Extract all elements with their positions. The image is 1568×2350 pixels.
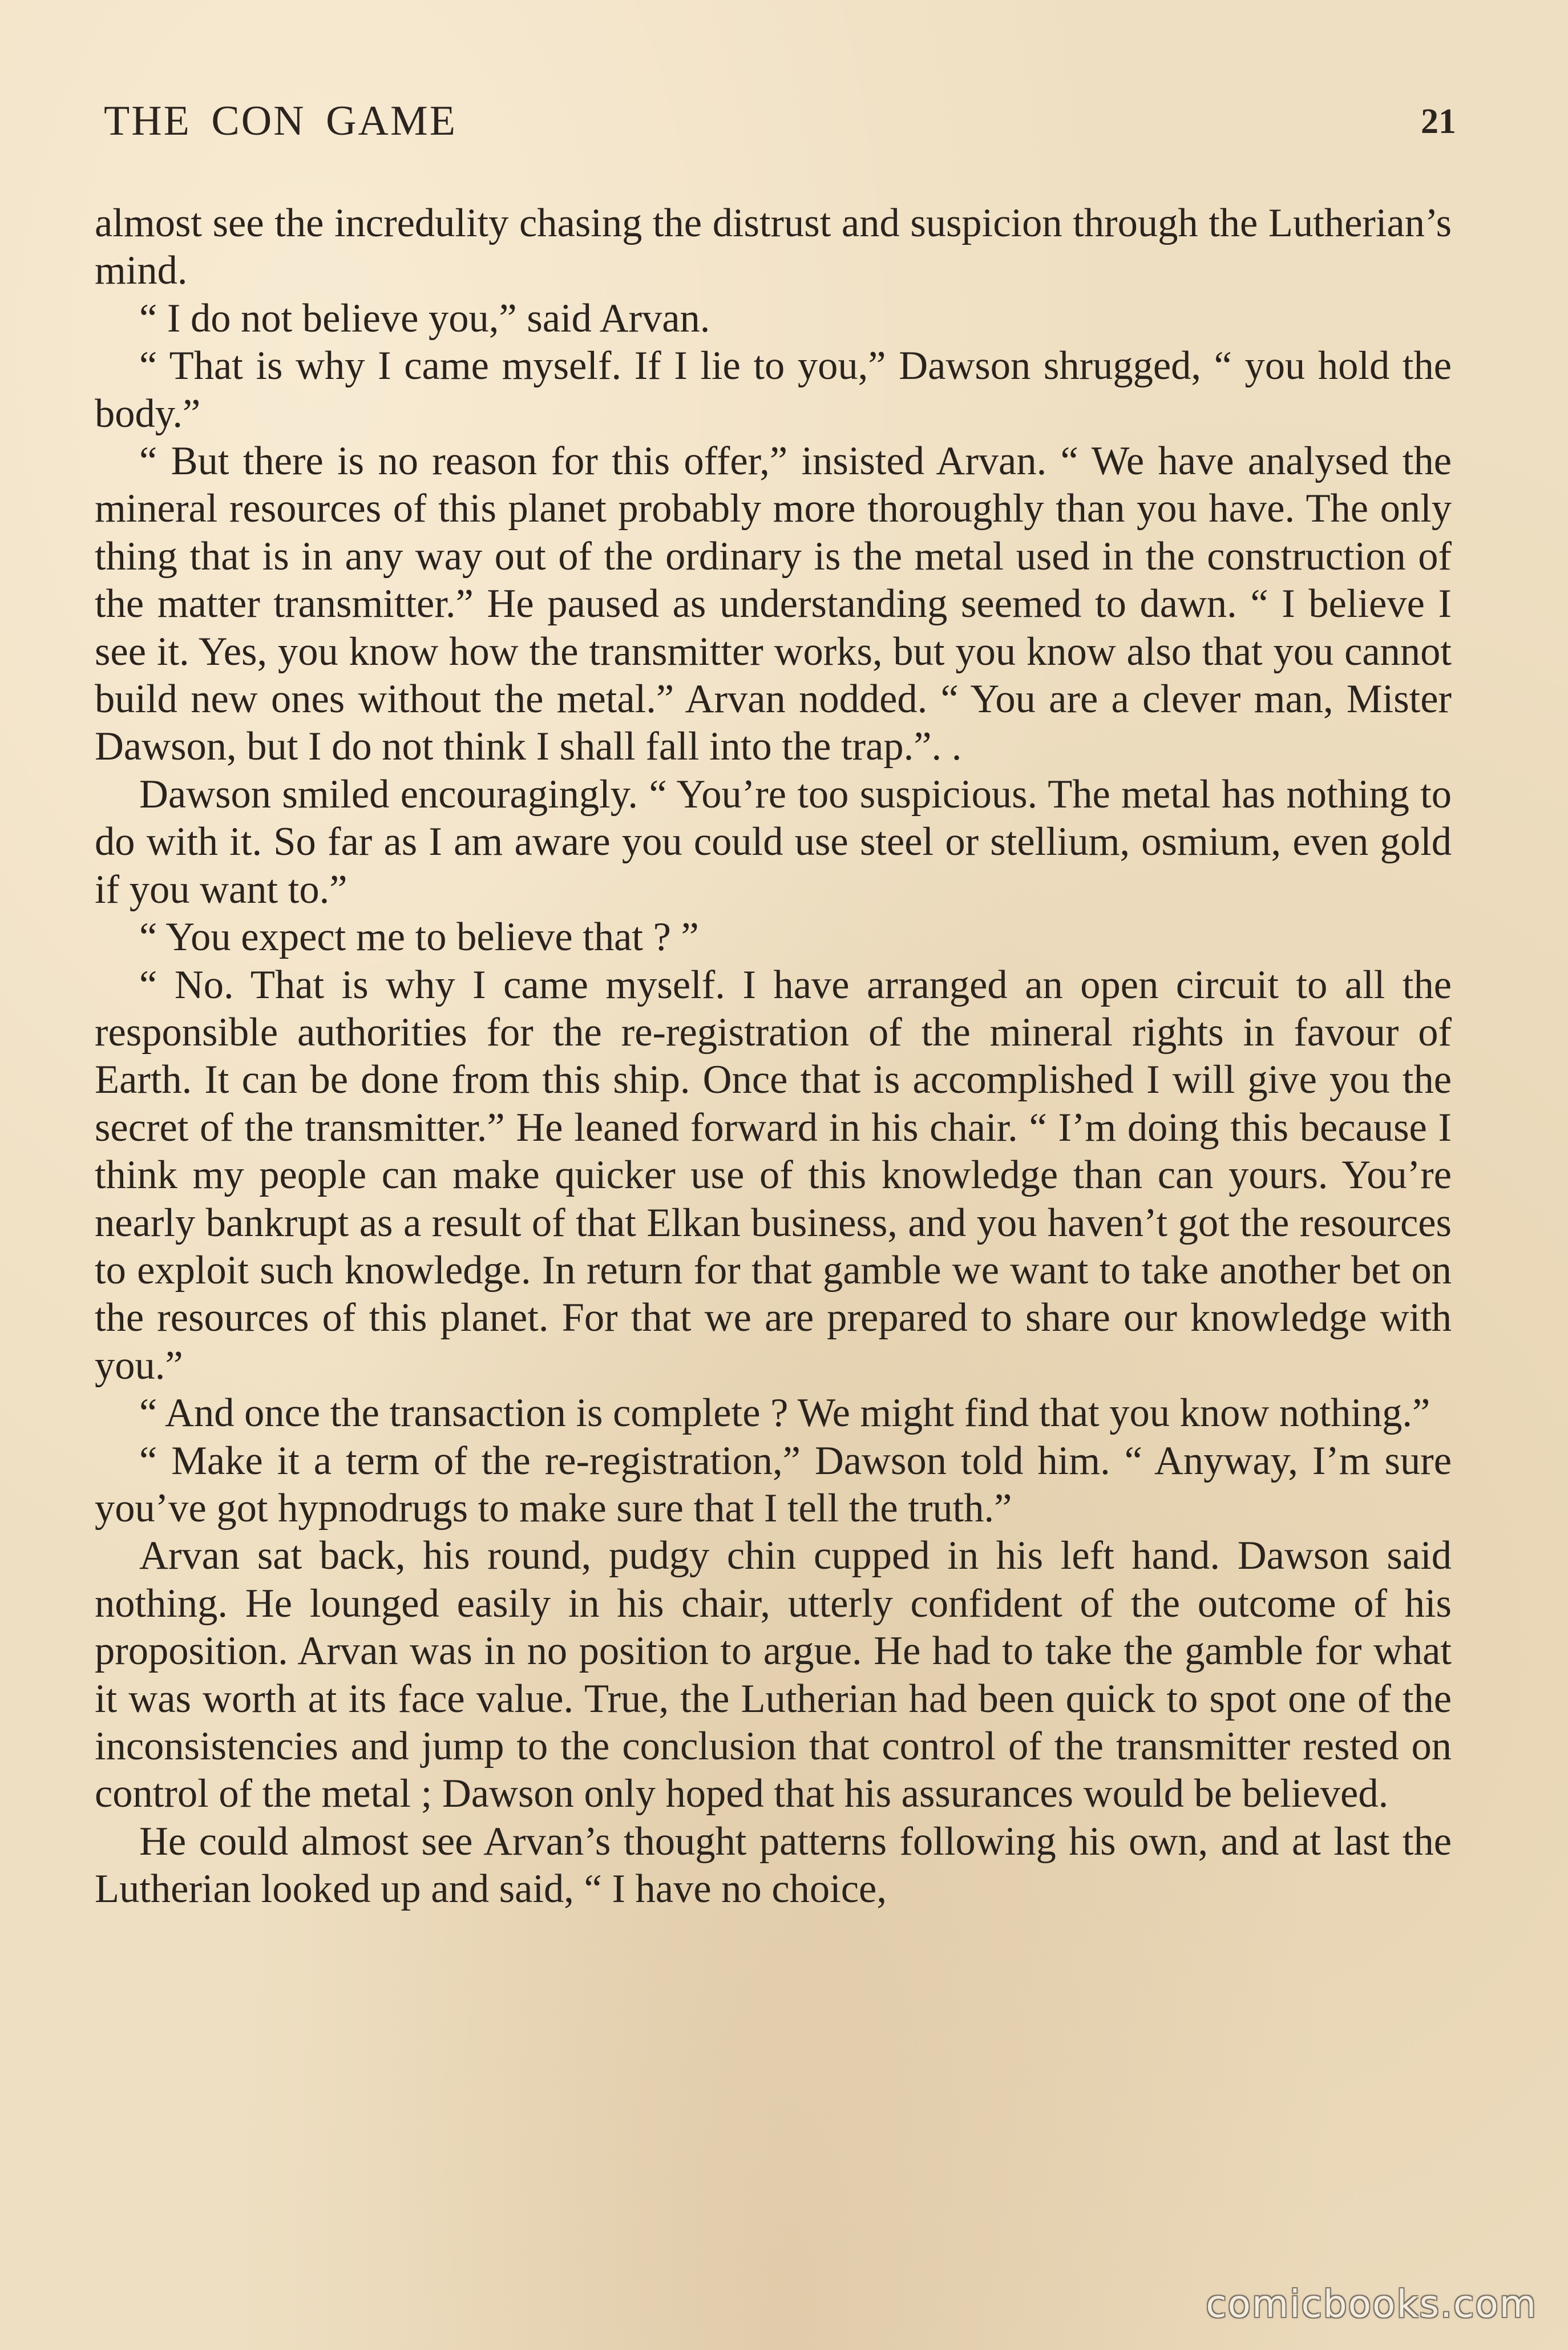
paragraph: “ You expect me to believe that ? ” <box>139 915 699 960</box>
paragraph: “ I do not believe you,” said Arvan. <box>139 296 710 341</box>
running-header <box>104 97 1464 154</box>
watermark: comicbooks.com <box>1206 2282 1537 2326</box>
paragraph: “ And once the transaction is complete ? We might find that you know nothing.” <box>139 1391 1430 1436</box>
paragraph: Dawson smiled encouragingly. “ You’re too suspicious. The metal has nothing to do with it. So far as I am aware you could use steel or stellium, osmium, even gold if you want to.” <box>95 772 1452 912</box>
paragraph: “ Make it a term of the re-registration,” Dawson told him. “ Anyway, I’m sure you’ve got hypnodrugs to make sure that I tell the truth.” <box>95 1438 1452 1531</box>
paragraph: “ No. That is why I came myself. I have arranged an open circuit to all the responsible authorities for the re-registration of the mineral rights in favour of Earth. It can be done from this ship. Once that is accomplished I will give you the secret of the transmitter.” He leaned forward in his chair. “ I’m doing this because I think my people can make quicker use of this knowledge than can yours. You’re nearly bankrupt as a result of that Elkan business, and you haven’t got the resources to exploit such knowledge. In return for that gamble we want to take another bet on the resources of this planet. For that we are prepared to share our knowledge with you.” <box>95 962 1452 1388</box>
paragraph: “ But there is no reason for this offer,” insisted Arvan. “ We have analysed the mineral resources of this planet probably more thoroughly than you have. The only thing that is in any way out of the ordinary is the metal used in the construction of the matter transmitter.” He paused as understanding seemed to dawn. “ I believe I see it. Yes, you know how the transmitter works, but you know also that you cannot build new ones without the metal.” Arvan nodded. “ You are a clever man, Mister Dawson, but I do not think I shall fall into the trap.”. . <box>95 439 1452 769</box>
paragraph: He could almost see Arvan’s thought patterns following his own, and at last the Lutherian looked up and said, “ I have no choice, <box>95 1819 1452 1912</box>
running-title: THE CON GAME <box>104 98 457 144</box>
body-text <box>95 200 1452 1913</box>
paragraph: Arvan sat back, his round, pudgy chin cupped in his left hand. Dawson said nothing. He lounged easily in his chair, utterly confident of the outcome of his proposition. Arvan was in no position to argue. He had to take the gamble for what it was worth at its face value. True, the Lutherian had been quick to spot one of the inconsistencies and jump to the conclusion that control of the transmitter rested on control of the metal ; Dawson only hoped that his assurances would be believed. <box>95 1533 1452 1816</box>
paragraph: “ That is why I came myself. If I lie to you,” Dawson shrugged, “ you hold the body.” <box>95 344 1452 436</box>
paragraph: almost see the incredulity chasing the distrust and suspicion through the Lutherian’s mind. <box>95 201 1452 293</box>
page-number: 21 <box>1421 102 1456 141</box>
